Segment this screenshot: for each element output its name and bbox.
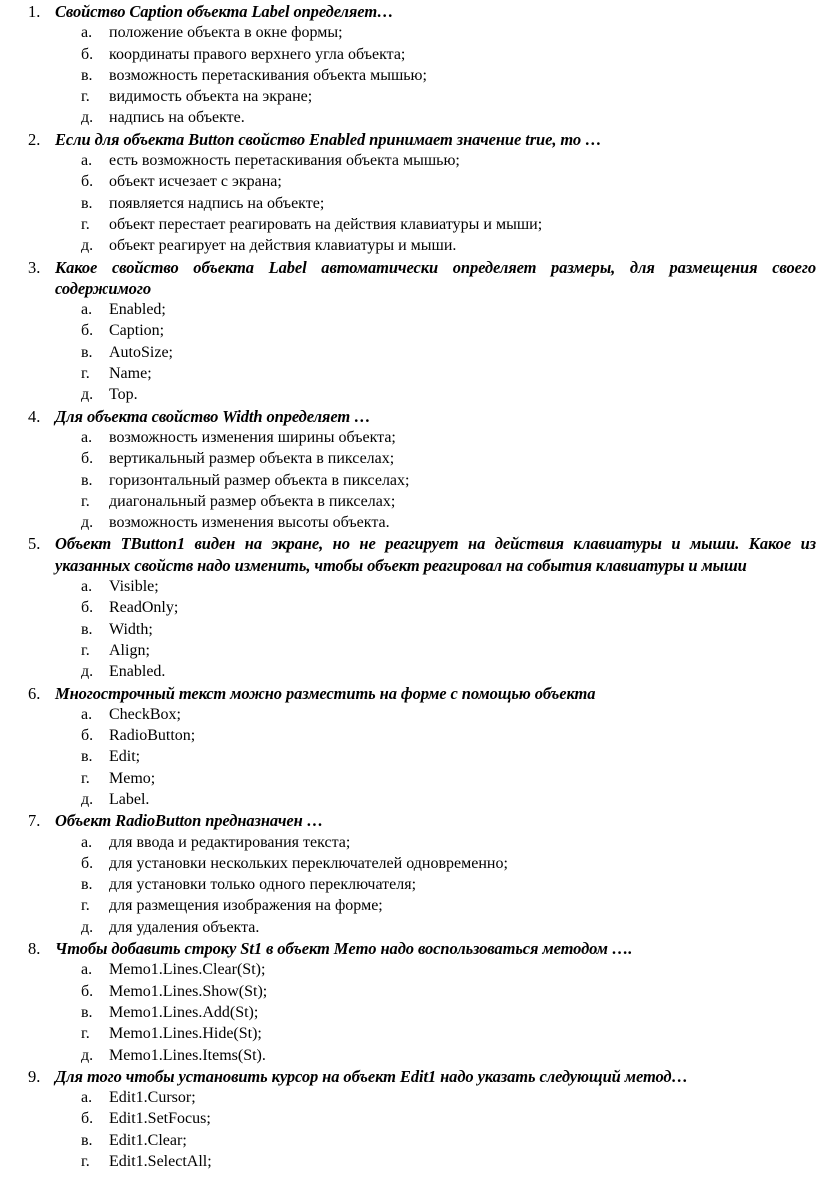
answer-option — [0, 981, 816, 1002]
option-text: Memo1.Lines.Hide(St); — [109, 1025, 262, 1043]
question-number: 6. — [28, 683, 41, 703]
option-text: для ввода и редактирования текста; — [109, 833, 351, 851]
answer-option — [0, 491, 816, 512]
option-letter: д. — [81, 237, 94, 255]
answer-option — [0, 832, 816, 853]
answer-option — [0, 171, 816, 192]
answer-option — [0, 619, 816, 640]
answer-option — [0, 853, 816, 874]
option-text: Name; — [109, 365, 152, 383]
question-number: 4. — [28, 406, 41, 426]
question-text: Объект RadioButton предназначен … — [55, 811, 324, 831]
option-letter: б. — [81, 1110, 94, 1128]
question-number: 3. — [28, 257, 41, 277]
option-text: Enabled. — [109, 663, 166, 681]
option-text: для удаления объекта. — [109, 918, 260, 936]
option-text: Edit1.SelectAll; — [109, 1153, 212, 1171]
option-text: появляется надпись на объекте; — [109, 194, 325, 212]
question-text: Для того чтобы установить курсор на объект Edit1 надо указать следующий метод… — [55, 1066, 688, 1086]
option-text: RadioButton; — [109, 727, 196, 745]
option-text: Edit1.SetFocus; — [109, 1110, 211, 1128]
option-letter: в. — [81, 343, 93, 361]
option-letter: б. — [81, 982, 94, 1000]
option-text: объект реагирует на действия клавиатуры и мыши. — [109, 237, 457, 255]
option-text: Edit1.Cursor; — [109, 1089, 196, 1107]
option-letter: г. — [81, 769, 90, 787]
option-letter: г. — [81, 1025, 90, 1043]
option-text: Align; — [109, 641, 150, 659]
answer-option — [0, 193, 816, 214]
answer-option — [0, 1023, 816, 1044]
option-text: вертикальный размер объекта в пикселах; — [109, 450, 395, 468]
answer-option — [0, 597, 816, 618]
question-text: Свойство Caption объекта Label определяет… — [55, 2, 394, 21]
option-letter: д. — [81, 790, 94, 808]
answer-option — [0, 235, 816, 256]
option-letter: д. — [81, 109, 94, 127]
question-text: Если для объекта Button свойство Enabled принимает значение true, то … — [55, 129, 602, 149]
option-letter: в. — [81, 471, 93, 489]
answer-option — [0, 65, 816, 86]
question-number: 1. — [28, 2, 41, 21]
answer-option — [0, 342, 816, 363]
question-4 — [0, 406, 816, 534]
option-letter: в. — [81, 748, 93, 766]
option-text: Memo1.Lines.Clear(St); — [109, 961, 266, 979]
option-letter: г. — [81, 897, 90, 915]
option-letter: г. — [81, 215, 90, 233]
option-text: CheckBox; — [109, 705, 181, 723]
option-text: Width; — [109, 620, 153, 638]
option-letter: д. — [81, 386, 94, 404]
option-text: Memo1.Lines.Add(St); — [109, 1003, 259, 1021]
question-6 — [0, 683, 816, 811]
option-letter: а. — [81, 428, 93, 446]
question-text: Какое свойство объекта Label автоматически определяет размеры, для размещения своего содержимого — [55, 257, 816, 298]
option-letter: г. — [81, 88, 90, 106]
question-text: Объект TButton1 виден на экране, но не реагирует на действия клавиатуры и мыши. Какое из указанных свойств надо изменить, чтобы объект реагировал на события клавиатуры и мыши — [55, 534, 816, 575]
option-letter: б. — [81, 173, 94, 191]
answer-option — [0, 746, 816, 767]
option-text: Memo; — [109, 769, 156, 787]
answer-option — [0, 789, 816, 810]
question-text: Многострочный текст можно разместить на форме с помощью объекта — [55, 683, 596, 703]
option-text: диагональный размер объекта в пикселах; — [109, 492, 396, 510]
option-letter: в. — [81, 620, 93, 638]
option-letter: б. — [81, 599, 94, 617]
answer-option — [0, 1002, 816, 1023]
option-letter: в. — [81, 1003, 93, 1021]
answer-option — [0, 576, 816, 597]
option-text: надпись на объекте. — [109, 109, 245, 127]
answer-option — [0, 320, 816, 341]
answer-option — [0, 1045, 816, 1066]
answer-option — [0, 959, 816, 980]
option-text: Memo1.Lines.Show(St); — [109, 982, 268, 1000]
option-text: Caption; — [109, 322, 165, 340]
answer-option — [0, 725, 816, 746]
option-text: для установки только одного переключателя; — [109, 876, 417, 894]
option-text: Enabled; — [109, 301, 166, 319]
option-letter: а. — [81, 833, 93, 851]
question-text: Чтобы добавить строку St1 в объект Memo надо воспользоваться методом …. — [55, 939, 633, 959]
question-3 — [0, 257, 816, 406]
option-text: Label. — [109, 790, 150, 808]
answer-option — [0, 214, 816, 235]
option-text: положение объекта в окне формы; — [109, 24, 343, 42]
answer-option — [0, 661, 816, 682]
option-letter: д. — [81, 514, 94, 532]
option-letter: б. — [81, 450, 94, 468]
question-number: 7. — [28, 811, 41, 831]
option-text: координаты правого верхнего угла объекта; — [109, 45, 406, 63]
option-letter: б. — [81, 854, 94, 872]
answer-option — [0, 768, 816, 789]
question-1 — [0, 1, 816, 129]
option-letter: в. — [81, 1131, 93, 1149]
option-text: возможность изменения высоты объекта. — [109, 514, 390, 532]
question-5 — [0, 533, 816, 682]
option-letter: в. — [81, 876, 93, 894]
question-7 — [0, 810, 816, 938]
option-letter: а. — [81, 301, 93, 319]
option-letter: б. — [81, 727, 94, 745]
answer-option — [0, 512, 816, 533]
question-9 — [0, 1066, 816, 1172]
answer-option — [0, 427, 816, 448]
option-letter: а. — [81, 24, 93, 42]
question-text: Для объекта свойство Width определяет … — [55, 406, 371, 426]
option-text: Edit1.Clear; — [109, 1131, 187, 1149]
option-letter: в. — [81, 194, 93, 212]
answer-option — [0, 1130, 816, 1151]
option-text: видимость объекта на экране; — [109, 88, 313, 106]
answer-option — [0, 299, 816, 320]
answer-option — [0, 895, 816, 916]
answer-option — [0, 1087, 816, 1108]
answer-option — [0, 86, 816, 107]
option-text: AutoSize; — [109, 343, 173, 361]
option-letter: г. — [81, 365, 90, 383]
option-letter: б. — [81, 322, 94, 340]
option-letter: г. — [81, 1153, 90, 1171]
option-text: Edit; — [109, 748, 141, 766]
answer-option — [0, 874, 816, 895]
question-number: 8. — [28, 939, 41, 959]
answer-option — [0, 107, 816, 128]
answer-option — [0, 363, 816, 384]
question-8 — [0, 938, 816, 1066]
option-letter: г. — [81, 492, 90, 510]
option-text: горизонтальный размер объекта в пикселах; — [109, 471, 410, 489]
option-letter: а. — [81, 152, 93, 170]
answer-option — [0, 470, 816, 491]
answer-option — [0, 448, 816, 469]
option-letter: б. — [81, 45, 94, 63]
answer-option — [0, 917, 816, 938]
option-text: объект исчезает с экрана; — [109, 173, 282, 191]
question-number: 9. — [28, 1066, 41, 1086]
answer-option — [0, 44, 816, 65]
option-text: возможность перетаскивания объекта мышью; — [109, 66, 427, 84]
option-text: для установки нескольких переключателей одновременно; — [109, 854, 508, 872]
question-number: 5. — [28, 534, 41, 554]
option-letter: а. — [81, 578, 93, 596]
answer-option — [0, 1108, 816, 1129]
option-letter: д. — [81, 918, 94, 936]
option-text: возможность изменения ширины объекта; — [109, 428, 396, 446]
answer-option — [0, 1151, 816, 1172]
option-letter: в. — [81, 66, 93, 84]
option-text: объект перестает реагировать на действия клавиатуры и мыши; — [109, 215, 543, 233]
option-text: для размещения изображения на форме; — [109, 897, 383, 915]
option-text: Top. — [109, 386, 138, 404]
answer-option — [0, 640, 816, 661]
option-letter: г. — [81, 641, 90, 659]
option-letter: а. — [81, 961, 93, 979]
option-letter: д. — [81, 663, 94, 681]
option-text: Memo1.Lines.Items(St). — [109, 1046, 266, 1064]
answer-option — [0, 150, 816, 171]
option-letter: д. — [81, 1046, 94, 1064]
question-2 — [0, 129, 816, 257]
option-text: Visible; — [109, 578, 159, 596]
answer-option — [0, 22, 816, 43]
option-text: есть возможность перетаскивания объекта мышью; — [109, 152, 460, 170]
answer-option — [0, 704, 816, 725]
option-text: ReadOnly; — [109, 599, 179, 617]
option-letter: а. — [81, 1089, 93, 1107]
answer-option — [0, 384, 816, 405]
option-letter: а. — [81, 705, 93, 723]
question-number: 2. — [28, 129, 41, 149]
